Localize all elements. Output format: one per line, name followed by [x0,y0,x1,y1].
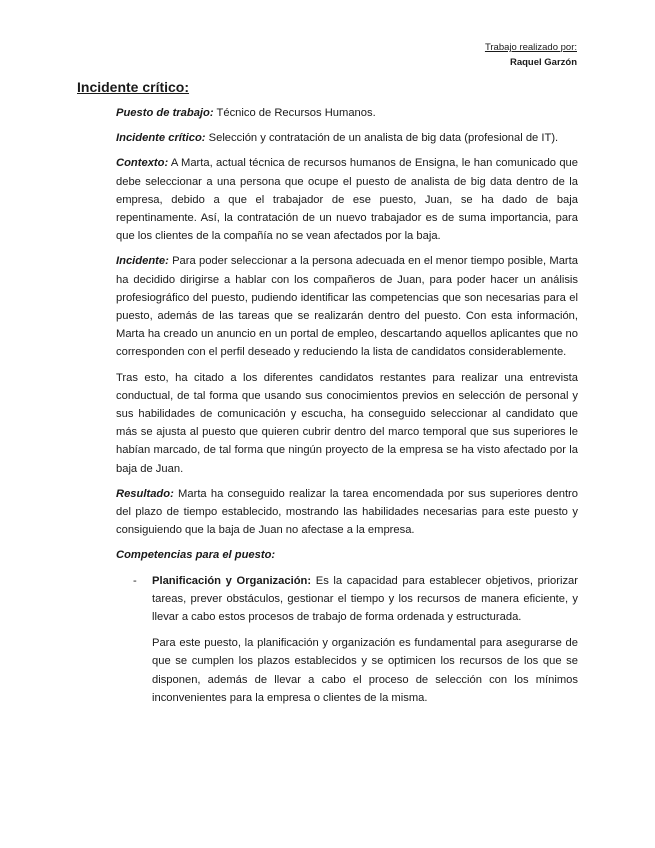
competencia-definition [152,572,578,627]
contexto-paragraph [116,154,578,245]
competencia-detail: Para este puesto, la planificación y organización es fundamental para asegurarse de que se cumplen los plazos establecidos y se optimicen los recursos de los que se disponen, además de llevar a cabo el proceso de selección con los mínimos inconvenientes para la empresa o clientes de la misma. [152,637,578,704]
incidente-paragraph [116,252,578,361]
tras-esto-paragraph: Tras esto, ha citado a los diferentes candidatos restantes para realizar una entrevista conductual, de tal forma que usando sus conocimientos previos en selección de personal y sus habilidades de comunicación y escucha, ha conseguido seleccionar al candidato que más se ajusta al puesto que quieren cubrir dentro del marco temporal que sus superiores le habían marcado, de tal forma que ningún proyecto de la empresa se ha visto afectado por la baja de Juan. [116,371,578,475]
puesto-label: Puesto de trabajo: [116,107,214,119]
incidente-critico-label: Incidente crítico: [116,132,206,145]
incidente-critico-paragraph [116,129,578,147]
list-dash: - [133,574,137,587]
incidente-critico-text: Selección y contratación de un analista de big data (profesional de IT). [205,132,559,145]
competencia-text: Es la capacidad para establecer objetivos, priorizar tareas, prever obstáculos, gestionar el tiempo y los recursos de manera eficiente, y llevar a cabo estos procesos de trabajo de forma ordenada y estructurada. [152,574,578,624]
resultado-paragraph [116,485,578,540]
resultado-label: Resultado: [116,487,174,500]
incidente-label: Incidente: [116,255,169,268]
resultado-text: Marta ha conseguido realizar la tarea encomendada por sus superiores dentro del plazo de tiempo establecido, mostrando las habilidades necesarias para este puesto y consiguiendo que la baja de Juan no afectase a la empresa. [116,487,578,537]
document-body [116,104,578,714]
author-header [485,40,577,70]
puesto-paragraph [116,104,578,122]
competencias-heading-text: Competencias para el puesto: [116,549,276,562]
incidente-text: Para poder seleccionar a la persona adecuada en el menor tiempo posible, Marta ha decidido dirigirse a hablar con los compañeros de Juan, para poder hacer un análisis profesiográfico del puesto, pudiendo identificar las competencias que son necesarias para el puesto, además de las tareas que se realizarán dentro del puesto. Con esta información, Marta ha creado un anuncio en un portal de empleo, descartando aquellos aplicantes que no corresponden con el perfil deseado y reduciendo la lista de candidatos considerablemente. [116,255,578,359]
puesto-text: Técnico de Recursos Humanos. [213,107,376,119]
competencias-heading [116,546,578,564]
contexto-label: Contexto: [116,157,169,170]
author-name: Raquel Garzón [509,57,577,68]
competencia-item [116,572,578,707]
author-label: Trabajo realizado por: [484,42,577,53]
contexto-text: A Marta, actual técnica de recursos humanos de Ensigna, le han comunicado que debe seleccionar a una persona que ocupe el puesto de analista de big data dentro de la empresa, debido a que el trabajador de ese puesto, Juan, se ha dado de baja repentinamente. Así, la contratación de un nuevo trabajador es de suma importancia, para que los clientes de la compañía no se vean afectados por la baja. [116,157,578,243]
document-title: Incidente crítico: [77,79,190,95]
competencia-title: Planificación y Organización: [152,574,312,587]
